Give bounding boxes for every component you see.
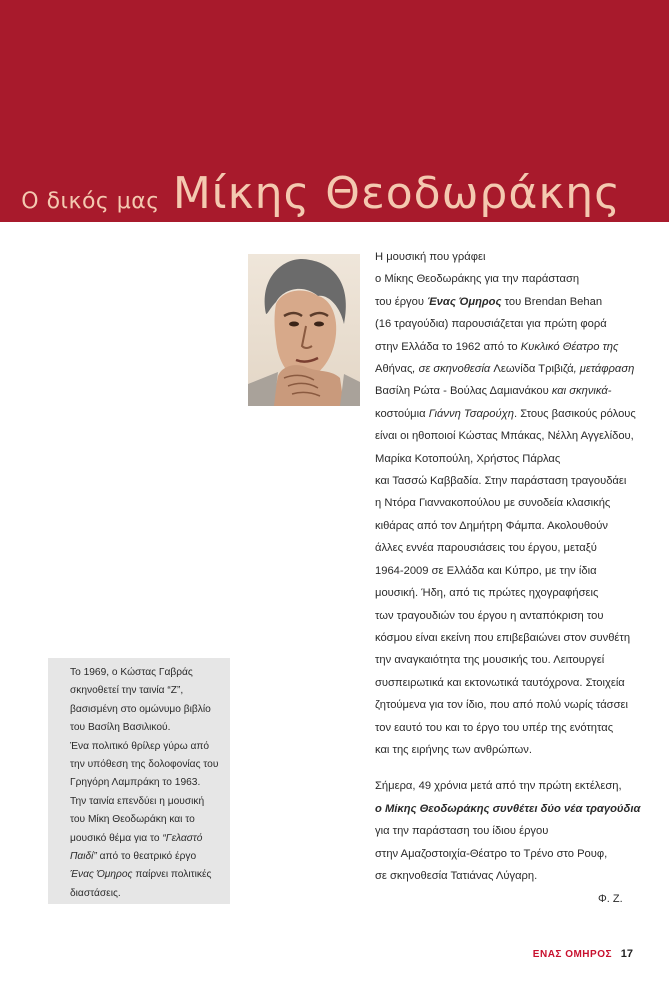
text-line <box>375 268 635 290</box>
text-segment: συσπειρωτικά και εκτονωτικά ταυτόχρονα. Στοιχεία <box>375 676 625 689</box>
page-footer <box>533 948 633 960</box>
text-segment: παίρνει πολιτικές <box>132 869 212 881</box>
text-segment: του έργου <box>375 295 428 308</box>
text-line <box>375 425 635 447</box>
text-line <box>70 811 230 829</box>
text-segment: μουσικό θέμα για το <box>70 832 163 844</box>
text-line <box>375 246 635 268</box>
text-line <box>375 717 635 739</box>
text-line <box>375 649 635 671</box>
text-segment: και Τασσώ Καββαδία. Στην παράσταση τραγουδάει <box>375 475 627 488</box>
text-line <box>375 448 635 470</box>
text-segment: Το 1969, ο Κώστας Γαβράς <box>70 667 193 678</box>
text-segment: Γρηγόρη Λαμπράκη το 1963. <box>70 777 201 789</box>
text-line <box>375 605 635 627</box>
text-line <box>375 470 635 492</box>
article-paragraph-1 <box>375 246 635 761</box>
text-line <box>70 885 230 903</box>
title-name: Μίκης Θεοδωράκης <box>172 168 621 219</box>
text-segment: Λεωνίδα Τριβιζά <box>493 363 574 376</box>
text-segment: την υπόθεση της δολοφονίας του <box>70 759 219 771</box>
text-line <box>70 701 230 719</box>
text-segment: τον εαυτό του και το έργο του υπέρ της ενότητας <box>375 721 614 734</box>
text-line <box>375 336 635 358</box>
page-title <box>21 168 621 219</box>
text-line <box>70 774 230 792</box>
title-prefix: Ο δικός μας <box>21 189 160 214</box>
text-segment: του Μίκη Θεοδωράκη και το <box>70 814 195 826</box>
text-line <box>375 843 635 865</box>
text-segment: από το θεατρικό έργο <box>96 851 197 863</box>
text-segment: την αναγκαιότητα της μουσικής του. Λειτουργεί <box>375 654 605 667</box>
text-line <box>375 820 635 842</box>
emphasis: Ένας Όμηρος <box>427 295 502 308</box>
text-line <box>375 627 635 649</box>
text-line <box>375 865 635 887</box>
header-banner <box>0 0 669 222</box>
text-line <box>375 537 635 559</box>
emphasis: Κυκλικό Θέατρο της <box>520 340 619 353</box>
emphasis: , μετάφραση <box>573 363 635 376</box>
text-line <box>375 672 635 694</box>
article-body <box>375 246 641 887</box>
text-line <box>375 582 635 604</box>
text-line <box>70 738 230 756</box>
text-segment: των τραγουδιών του έργου η ανταπόκριση του <box>375 609 604 622</box>
page-number: 17 <box>620 948 633 960</box>
text-segment: του Brendan Behan <box>501 295 603 308</box>
text-line <box>70 793 230 811</box>
text-segment: ζητούμενα για τον ίδιο, που από πολύ νωρίς τάσσει <box>375 699 628 712</box>
text-segment: η Ντόρα Γιαννακοπούλου με συνοδεία κλασικής <box>375 497 611 510</box>
text-segment: Σήμερα, 49 χρόνια μετά από την πρώτη εκτέλεση, <box>375 780 622 793</box>
text-line <box>375 380 635 402</box>
text-segment: 1964-2009 σε Ελλάδα και Κύπρο, με την ίδια <box>375 564 597 577</box>
text-segment: Την ταινία επενδύει η μουσική <box>70 795 205 807</box>
text-segment: του Βασίλη Βασιλικού. <box>70 722 171 734</box>
paragraph-gap <box>375 761 635 775</box>
text-line <box>70 719 230 737</box>
text-segment: στην Ελλάδα το 1962 από το <box>375 340 521 353</box>
text-segment: Η μουσική που γράφει <box>375 251 486 263</box>
emphasis: Παιδί” <box>70 851 97 863</box>
text-line <box>70 664 230 682</box>
text-segment: άλλες εννέα παρουσιάσεις του έργου, μεταξύ <box>375 542 597 555</box>
text-segment: ο Μίκης Θεοδωράκης για την παράσταση <box>375 273 580 286</box>
emphasis: , σε σκηνοθεσία <box>412 363 494 376</box>
text-segment: κοστούμια <box>375 407 429 420</box>
text-line <box>70 848 230 866</box>
text-segment: βασισμένη στο ομώνυμο βιβλίο <box>70 703 211 715</box>
author-signature: Φ. Ζ. <box>598 893 623 905</box>
text-line <box>375 798 641 820</box>
text-segment: στην Αμαζοστοιχία-Θέατρο το Τρένο στο Ρουφ, <box>375 847 608 860</box>
text-line <box>375 403 635 425</box>
publication-name: ΕΝΑΣ ΟΜΗΡΟΣ <box>532 949 612 960</box>
portrait-illustration <box>248 254 360 406</box>
sidebar-text <box>70 664 230 903</box>
emphasis: Γιάννη Τσαρούχη <box>428 407 514 420</box>
text-segment: για την παράσταση του ίδιου έργου <box>375 825 549 838</box>
text-line <box>70 682 230 700</box>
emphasis: ο Μίκης Θεοδωράκης συνθέτει δύο νέα τραγούδια <box>375 802 641 815</box>
sidebar-box <box>48 658 230 904</box>
text-segment: . Στους βασικούς ρόλους <box>513 407 636 420</box>
text-segment: Ένα πολιτικό θρίλερ γύρω από <box>70 740 210 752</box>
text-segment: σε σκηνοθεσία Τατιάνας Λύγαρη. <box>375 869 538 882</box>
article-paragraph-2 <box>375 775 641 887</box>
text-segment: Βασίλη Ρώτα - Βούλας Δαμιανάκου <box>375 385 549 398</box>
text-line <box>375 775 635 797</box>
emphasis: και σκηνικά- <box>548 385 612 398</box>
text-line <box>375 694 635 716</box>
text-line <box>70 866 230 884</box>
text-segment: σκηνοθετεί την ταινία “Ζ”, <box>70 685 184 697</box>
text-line <box>375 515 635 537</box>
text-segment: Μαρίκα Κοτοπούλη, Χρήστος Πάρλας <box>375 452 561 465</box>
text-line <box>375 358 635 380</box>
text-segment: διαστάσεις. <box>70 887 121 899</box>
text-segment: (16 τραγούδια) παρουσιάζεται για πρώτη φορά <box>375 318 607 331</box>
emphasis: Ένας Όμηρος <box>70 869 133 881</box>
text-line <box>375 560 635 582</box>
text-line <box>375 492 635 514</box>
text-segment: είναι οι ηθοποιοί Κώστας Μπάκας, Νέλλη Αγγελίδου, <box>375 430 634 443</box>
text-segment: Αθήνας <box>375 363 413 376</box>
text-line <box>70 830 230 848</box>
text-line <box>375 291 635 313</box>
text-segment: μουσική. Ήδη, από τις πρώτες ηχογραφήσεις <box>375 587 599 600</box>
text-line <box>375 739 635 761</box>
text-segment: κόσμου είναι εκείνη που επιβεβαιώνει στον συνθέτη <box>375 631 631 644</box>
emphasis: “Γελαστό <box>162 832 203 844</box>
text-segment: και της ειρήνης των ανθρώπων. <box>375 743 532 756</box>
text-line <box>70 756 230 774</box>
text-line <box>375 313 635 335</box>
text-segment: κιθάρας από τον Δημήτρη Φάμπα. Ακολουθούν <box>375 519 608 532</box>
